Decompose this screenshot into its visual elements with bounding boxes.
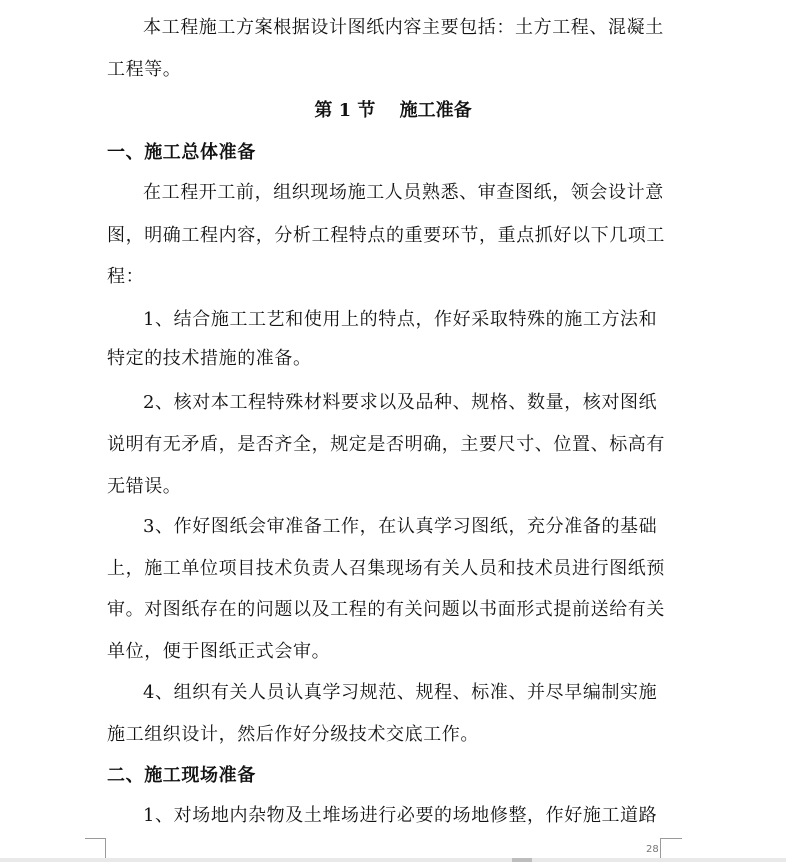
intro-line-2: 工程等。	[107, 59, 182, 80]
item1-line-2: 特定的技术措施的准备。	[107, 348, 312, 369]
item3-line-1: 3、作好图纸会审准备工作，在认真学习图纸，充分准备的基础	[143, 516, 658, 537]
item4-line-1: 4、组织有关人员认真学习规范、规程、标准、并尽早编制实施	[143, 682, 658, 703]
part1-para-line-1: 在工程开工前，组织现场施工人员熟悉、审查图纸，领会设计意	[143, 182, 664, 203]
section-title: 第 1 节 施工准备	[314, 100, 472, 121]
item2-line-1: 2、核对本工程特殊材料要求以及品种、规格、数量，核对图纸	[143, 392, 658, 413]
item3-line-4: 单位，便于图纸正式会审。	[107, 641, 331, 662]
item1-line-1: 1、结合施工工艺和使用上的特点，作好采取特殊的施工方法和	[143, 309, 658, 330]
item4-line-2: 施工组织设计，然后作好分级技术交底工作。	[107, 724, 479, 745]
page-corner-mark-left	[85, 838, 106, 860]
item3-line-3: 审。对图纸存在的问题以及工程的有关问题以书面形式提前送给有关	[107, 599, 665, 620]
page-number: 28	[646, 844, 659, 855]
item2-line-3: 无错误。	[107, 476, 182, 497]
item3-line-2: 上，施工单位项目技术负责人召集现场有关人员和技术员进行图纸预	[107, 558, 665, 579]
item2-line-2: 说明有无矛盾，是否齐全，规定是否明确，主要尺寸、位置、标高有	[107, 434, 665, 455]
page-corner-mark-right-top	[660, 838, 682, 839]
part2-heading: 二、施工现场准备	[107, 765, 256, 786]
page-corner-mark-left-top	[85, 838, 105, 839]
scrollbar-thumb[interactable]	[512, 858, 532, 862]
part1-heading: 一、施工总体准备	[107, 142, 256, 163]
page-corner-mark-right	[660, 838, 683, 860]
horizontal-scrollbar[interactable]	[0, 858, 786, 862]
part1-para-line-3: 程：	[107, 266, 145, 287]
part2-item1-line-1: 1、对场地内杂物及土堆场进行必要的场地修整，作好施工道路	[143, 805, 658, 826]
part1-para-line-2: 图，明确工程内容，分析工程特点的重要环节，重点抓好以下几项工	[107, 225, 665, 246]
intro-line-1: 本工程施工方案根据设计图纸内容主要包括：土方工程、混凝土	[143, 17, 664, 38]
